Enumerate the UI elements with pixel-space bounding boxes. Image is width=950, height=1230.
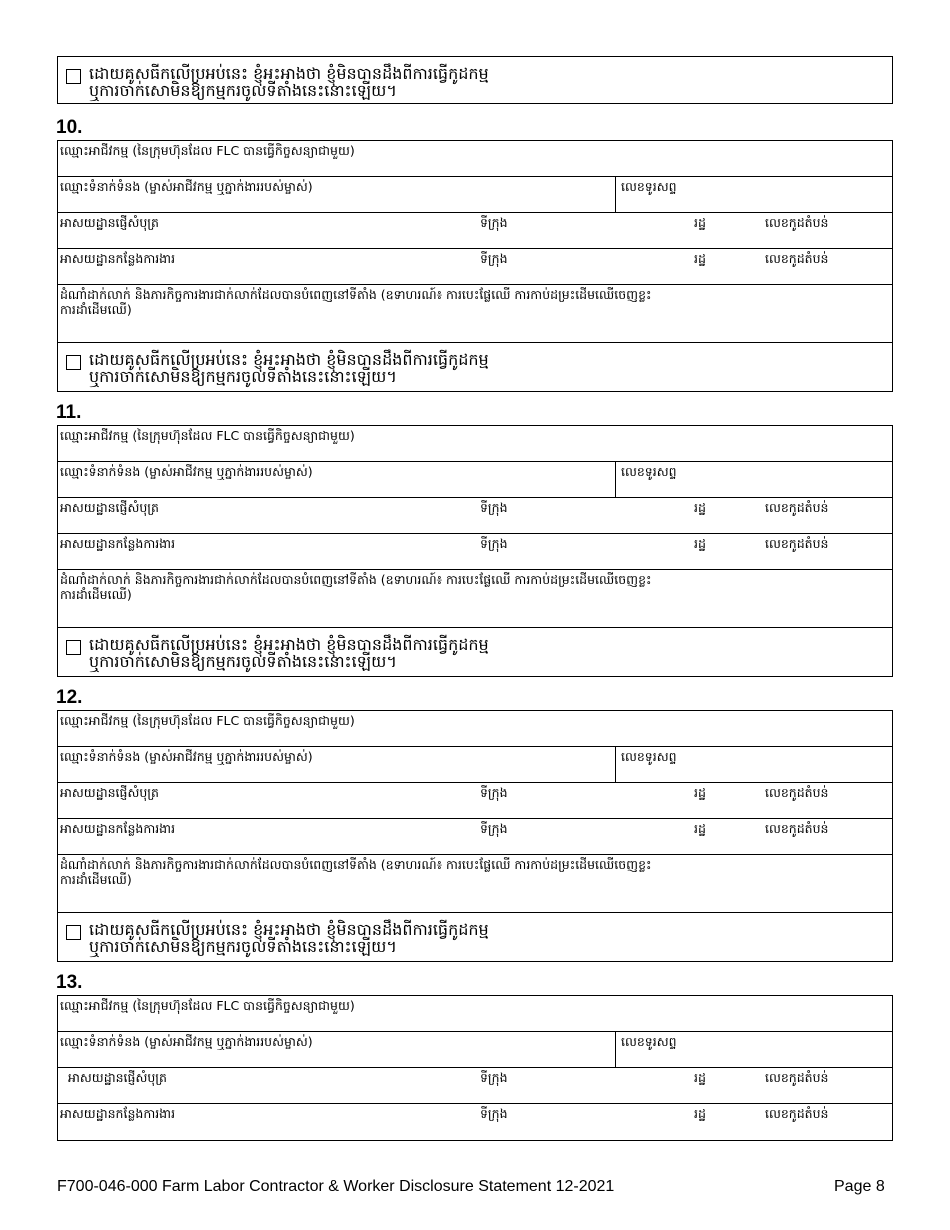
city-label: ទីក្រុង <box>480 536 508 551</box>
attestation-text-line1: ដោយគូសធីកលើប្រអប់នេះ ខ្ញុំអះអាងថា ខ្ញុំមិនបានដឹងពីការធ្វើកូដកម្ម <box>89 64 489 83</box>
work-address-row[interactable] <box>58 249 892 285</box>
attestation-text-line2: ឬការចាក់សោមិនឱ្យកម្មករចូលទីតាំងនេះនោះឡើយ។ <box>89 652 397 671</box>
attestation-text-line1: ដោយគូសធីកលើប្រអប់នេះ ខ្ញុំអះអាងថា ខ្ញុំមិនបានដឹងពីការធ្វើកូដកម្ម <box>89 350 489 369</box>
section-number: 11. <box>56 402 82 423</box>
business-name-label: ឈ្មោះអាជីវកម្ម (នៃក្រុមហ៊ុនដែល FLC បានធ្វើកិច្ចសន្យាជាមួយ) <box>60 143 355 158</box>
attestation-text-line1: ដោយគូសធីកលើប្រអប់នេះ ខ្ញុំអះអាងថា ខ្ញុំមិនបានដឹងពីការធ្វើកូដកម្ម <box>89 920 489 939</box>
work-address-row[interactable] <box>58 819 892 855</box>
state-label: រដ្ឋ <box>694 500 706 515</box>
state-label: រដ្ឋ <box>694 251 706 266</box>
state-label: រដ្ឋ <box>694 785 706 800</box>
attestation-text-line1: ដោយគូសធីកលើប្រអប់នេះ ខ្ញុំអះអាងថា ខ្ញុំមិនបានដឹងពីការធ្វើកូដកម្ម <box>89 635 489 654</box>
activity-label-line1: ដំណាំដាក់លាក់ និងភារកិច្ចការងារជាក់លាក់ដែលបានបំពេញនៅទីតាំង (ឧទាហរណ៍៖ ការបេះផ្លែឈើ ការកាប់ដម្រះដើមឈើចេញខ្លះ <box>60 857 652 872</box>
attestation-text-line2: ឬការចាក់សោមិនឱ្យកម្មករចូលទីតាំងនេះនោះឡើយ។ <box>89 81 397 100</box>
section-number: 10. <box>56 117 83 138</box>
zip-label: លេខកូដតំបន់ <box>765 215 829 230</box>
business-name-label: ឈ្មោះអាជីវកម្ម (នៃក្រុមហ៊ុនដែល FLC បានធ្វើកិច្ចសន្យាជាមួយ) <box>60 713 355 728</box>
activity-label-line2: ការដាំដើមឈើ) <box>60 587 132 602</box>
phone-label: លេខទូរសព្ទ <box>621 749 677 764</box>
state-label: រដ្ឋ <box>694 821 706 836</box>
business-name-row[interactable] <box>58 711 892 747</box>
divider <box>615 1032 616 1067</box>
zip-label: លេខកូដតំបន់ <box>765 821 829 836</box>
city-label: ទីក្រុង <box>480 821 508 836</box>
business-name-row[interactable] <box>58 996 892 1032</box>
attestation-checkbox[interactable] <box>66 69 81 84</box>
city-label: ទីក្រុង <box>480 1106 508 1121</box>
attestation-row <box>58 913 892 961</box>
attestation-box-9 <box>57 56 893 104</box>
divider <box>615 747 616 782</box>
activity-row[interactable] <box>58 570 892 628</box>
city-label: ទីក្រុង <box>480 1070 508 1085</box>
activity-label <box>60 857 832 887</box>
phone-label: លេខទូរសព្ទ <box>621 1034 677 1049</box>
attestation-row <box>58 343 892 391</box>
activity-label-line2: ការដាំដើមឈើ) <box>60 872 132 887</box>
attestation-checkbox[interactable] <box>66 640 81 655</box>
business-name-row[interactable] <box>58 426 892 462</box>
attestation-text-line2: ឬការចាក់សោមិនឱ្យកម្មករចូលទីតាំងនេះនោះឡើយ។ <box>89 367 397 386</box>
contact-name-label: ឈ្មោះទំនាក់ទំនង (ម្ចាស់អាជីវកម្ម ឬភ្នាក់ងាររបស់ម្ចាស់) <box>60 1034 313 1049</box>
work-address-label: អាសយដ្ឋានកន្លែងការងារ <box>60 1106 176 1121</box>
mailing-address-row[interactable] <box>58 213 892 249</box>
attestation-text-line2: ឬការចាក់សោមិនឱ្យកម្មករចូលទីតាំងនេះនោះឡើយ។ <box>89 937 397 956</box>
state-label: រដ្ឋ <box>694 1070 706 1085</box>
divider <box>615 177 616 212</box>
city-label: ទីក្រុង <box>480 251 508 266</box>
contact-row <box>58 462 892 498</box>
business-name-label: ឈ្មោះអាជីវកម្ម (នៃក្រុមហ៊ុនដែល FLC បានធ្វើកិច្ចសន្យាជាមួយ) <box>60 428 355 443</box>
zip-label: លេខកូដតំបន់ <box>765 1070 829 1085</box>
contractor-form-12 <box>57 710 893 962</box>
attestation-checkbox[interactable] <box>66 355 81 370</box>
city-label: ទីក្រុង <box>480 215 508 230</box>
attestation-row <box>58 628 892 676</box>
state-label: រដ្ឋ <box>694 536 706 551</box>
contact-row <box>58 177 892 213</box>
city-label: ទីក្រុង <box>480 500 508 515</box>
contact-name-label: ឈ្មោះទំនាក់ទំនង (ម្ចាស់អាជីវកម្ម ឬភ្នាក់ងាររបស់ម្ចាស់) <box>60 749 313 764</box>
section-number: 13. <box>56 972 83 993</box>
contractor-form-13 <box>57 995 893 1141</box>
state-label: រដ្ឋ <box>694 1106 706 1121</box>
activity-label-line1: ដំណាំដាក់លាក់ និងភារកិច្ចការងារជាក់លាក់ដែលបានបំពេញនៅទីតាំង (ឧទាហរណ៍៖ ការបេះផ្លែឈើ ការកាប់ដម្រះដើមឈើចេញខ្លះ <box>60 572 652 587</box>
footer-form-title: F700-046-000 Farm Labor Contractor & Worker Disclosure Statement 12-2021 <box>57 1178 615 1195</box>
city-label: ទីក្រុង <box>480 785 508 800</box>
divider <box>615 462 616 497</box>
business-name-row[interactable] <box>58 141 892 177</box>
mailing-address-row[interactable] <box>58 783 892 819</box>
activity-label-line2: ការដាំដើមឈើ) <box>60 302 132 317</box>
attestation-checkbox[interactable] <box>66 925 81 940</box>
zip-label: លេខកូដតំបន់ <box>765 500 829 515</box>
state-label: រដ្ឋ <box>694 215 706 230</box>
mailing-address-label: អាសយដ្ឋានផ្ញើសំបុត្រ <box>60 785 159 800</box>
work-address-row[interactable] <box>58 1104 892 1140</box>
phone-label: លេខទូរសព្ទ <box>621 179 677 194</box>
activity-row[interactable] <box>58 855 892 913</box>
activity-label-line1: ដំណាំដាក់លាក់ និងភារកិច្ចការងារជាក់លាក់ដែលបានបំពេញនៅទីតាំង (ឧទាហរណ៍៖ ការបេះផ្លែឈើ ការកាប់ដម្រះដើមឈើចេញខ្លះ <box>60 287 652 302</box>
work-address-label: អាសយដ្ឋានកន្លែងការងារ <box>60 821 176 836</box>
mailing-address-row[interactable] <box>58 498 892 534</box>
contractor-form-10 <box>57 140 893 392</box>
mailing-address-label: អាសយដ្ឋានផ្ញើសំបុត្រ <box>60 500 159 515</box>
contact-row <box>58 1032 892 1068</box>
contact-name-label: ឈ្មោះទំនាក់ទំនង (ម្ចាស់អាជីវកម្ម ឬភ្នាក់ងាររបស់ម្ចាស់) <box>60 464 313 479</box>
zip-label: លេខកូដតំបន់ <box>765 785 829 800</box>
contact-name-label: ឈ្មោះទំនាក់ទំនង (ម្ចាស់អាជីវកម្ម ឬភ្នាក់ងាររបស់ម្ចាស់) <box>60 179 313 194</box>
work-address-label: អាសយដ្ឋានកន្លែងការងារ <box>60 251 176 266</box>
mailing-address-label: អាសយដ្ឋានផ្ញើសំបុត្រ <box>68 1070 167 1085</box>
contact-row <box>58 747 892 783</box>
phone-label: លេខទូរសព្ទ <box>621 464 677 479</box>
work-address-row[interactable] <box>58 534 892 570</box>
footer-page-number: Page 8 <box>834 1178 885 1195</box>
activity-label <box>60 572 832 602</box>
mailing-address-label: អាសយដ្ឋានផ្ញើសំបុត្រ <box>60 215 159 230</box>
zip-label: លេខកូដតំបន់ <box>765 251 829 266</box>
contractor-form-11 <box>57 425 893 677</box>
activity-label <box>60 287 832 317</box>
mailing-address-row[interactable] <box>58 1068 892 1104</box>
zip-label: លេខកូដតំបន់ <box>765 1106 829 1121</box>
activity-row[interactable] <box>58 285 892 343</box>
work-address-label: អាសយដ្ឋានកន្លែងការងារ <box>60 536 176 551</box>
zip-label: លេខកូដតំបន់ <box>765 536 829 551</box>
section-number: 12. <box>56 687 83 708</box>
business-name-label: ឈ្មោះអាជីវកម្ម (នៃក្រុមហ៊ុនដែល FLC បានធ្វើកិច្ចសន្យាជាមួយ) <box>60 998 355 1013</box>
